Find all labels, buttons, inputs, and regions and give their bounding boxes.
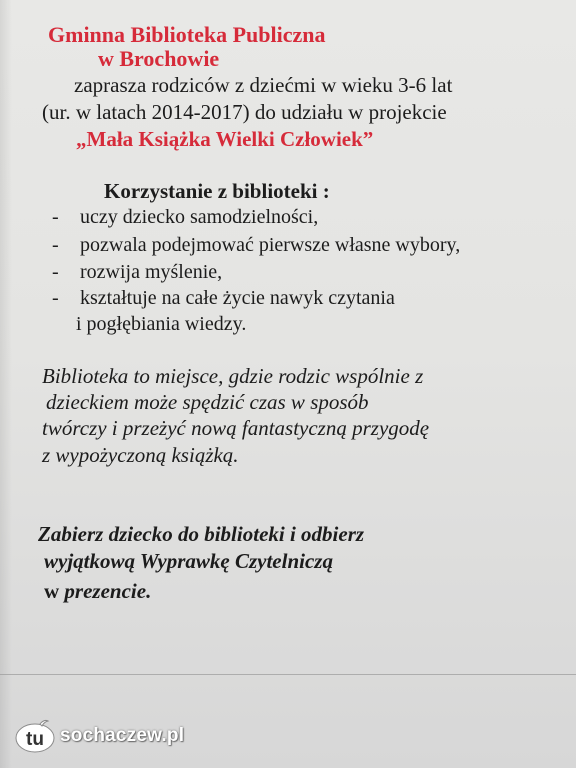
cta-prefix: w [44,579,65,603]
description-line: twórczy i przeżyć nową fantastyczną przygodę [42,416,430,440]
benefit-text: uczy dziecko samodzielności, [80,206,319,228]
benefit-text: rozwija myślenie, [80,261,223,283]
cta-word: prezencie. [64,579,152,603]
invitation-line-2: (ur. w latach 2014-2017) do udziału w projekcie [42,100,447,124]
cta-line-3 [44,581,151,602]
watermark-logo [14,718,184,754]
bullet-dash: - [52,206,59,228]
bullet-dash: - [52,234,59,256]
bullet-dash: - [52,261,59,283]
invitation-line-1: zaprasza rodziców z dziećmi w wieku 3-6 lat [74,73,453,97]
description-line: Biblioteka to miejsce, gdzie rodzic wspólnie z [42,364,424,388]
description-line: dzieckiem może spędzić czas w sposób [46,390,369,414]
tu-badge-text: tu [26,729,44,750]
benefit-text: pozwala podejmować pierwsze własne wybory, [80,234,461,256]
description-line: z wypożyczoną książką. [42,443,239,467]
cta-line-2: wyjątkową Wyprawkę Czytelniczą [44,549,333,573]
benefits-heading: Korzystanie z biblioteki : [104,179,330,203]
project-name: „Mała Książka Wielki Człowiek” [76,127,374,151]
benefit-text: kształtuje na całe życie nawyk czytania [80,287,395,309]
tu-logo-icon [14,718,56,754]
benefit-continuation: i pogłębiania wiedzy. [76,313,247,335]
bullet-dash: - [52,287,59,309]
paper-fold-line [0,674,576,675]
page-shadow [0,0,12,768]
library-name: Gminna Biblioteka Publiczna [48,22,326,47]
library-location: w Brochowie [98,46,220,71]
watermark-site: sochaczew.pl [60,725,185,746]
cta-line-1: Zabierz dziecko do biblioteki i odbierz [38,522,365,546]
